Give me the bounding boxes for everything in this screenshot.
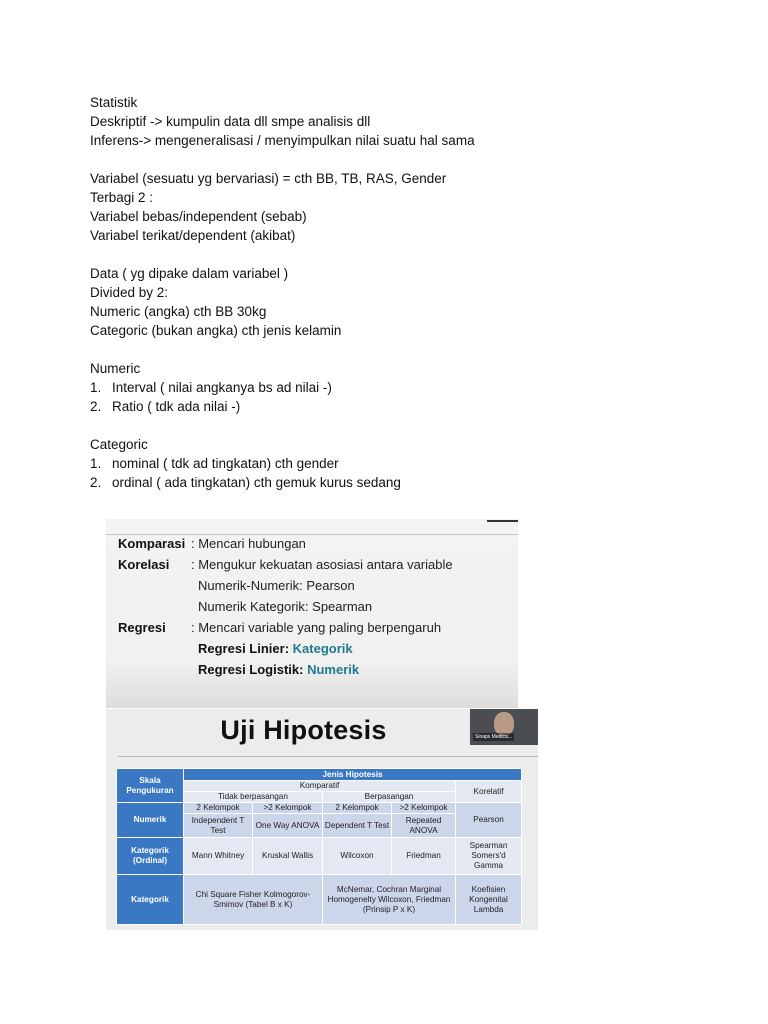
list-number: 2. [90,399,102,414]
korelasi-term: Korelasi [118,557,170,572]
korelatif-header: Korelatif [456,781,522,803]
table-cell: Dependent T Test [323,814,392,838]
korelasi-row [118,557,169,572]
linier-value: Kategorik [292,641,353,656]
slide-top-mark [487,520,518,522]
webcam-caption: Sinaps Medica... [475,734,512,740]
slide-divider [106,534,518,535]
regresi-term: Regresi [118,620,166,635]
notes-text [90,93,475,492]
notes-data: Data ( yg dipake dalam variabel ) [90,266,289,281]
list-item [90,397,475,416]
komparasi-row [118,536,185,551]
table-cell: 2 Kelompok [323,803,392,814]
notes-title: Statistik [90,95,138,110]
table-cell: Independent T Test [184,814,253,838]
list-number: 1. [90,456,102,471]
table-cell: Friedman [392,838,456,875]
list-item [90,378,475,397]
slide-title: Uji Hipotesis [220,715,387,745]
logistik-value: Numerik [307,662,360,677]
notes-terbagi: Terbagi 2 : [90,190,154,205]
table-cell-korelatif: Spearman Somers'd Gamma [456,838,522,875]
title-rule [118,756,538,757]
list-item-text: Interval ( nilai angkanya bs ad nilai -) [112,380,332,395]
notes-var-bebas: Variabel bebas/independent (sebab) [90,209,307,224]
table-cell-korelatif: Pearson [456,803,522,838]
komparasi-text: : Mencari hubungan [191,536,306,551]
row-label-kategorik: Kategorik [117,875,184,925]
table-cell: McNemar, Cochran Marginal Homogenelty Wilcoxon, Friedman (Prinsip P x K) [323,875,456,925]
list-number: 1. [90,380,102,395]
komparasi-term: Komparasi [118,536,186,551]
notes-categoric-def: Categoric (bukan angka) cth jenis kelamin [90,323,342,338]
table-cell: Kruskal Wallis [253,838,323,875]
hypothesis-test-table [116,768,522,925]
list-item-text: Ratio ( tdk ada nilai -) [112,399,241,414]
notes-inferens: Inferens-> mengeneralisasi / menyimpulkan nilai suatu hal sama [90,133,475,148]
slide-screenshot-uji-hipotesis [106,709,538,930]
korelasi-sub2: Numerik Kategorik: Spearman [198,599,373,614]
table-cell: Wilcoxon [323,838,392,875]
table-cell: Chi Square Fisher Kolmogorov-Smimov (Tabel B x K) [184,875,323,925]
list-item [90,473,475,492]
linier-label: Regresi Linier: [198,641,290,656]
table-cell: 2 Kelompok [184,803,253,814]
notes-var-terikat: Variabel terikat/dependent (akibat) [90,228,296,243]
table-cell-korelatif: Koefisien Kongenital Lambda [456,875,522,925]
tidak-berpasangan-header: Tidak berpasangan [184,792,323,803]
list-item [90,454,475,473]
regresi-linier [198,641,353,656]
table-cell: >2 Kelompok [253,803,323,814]
regresi-text: : Mencari variable yang paling berpengaruh [191,620,442,635]
row-label-ordinal: Kategorik (Ordinal) [117,838,184,875]
webcam-thumbnail [470,709,538,745]
notes-numeric-heading: Numeric [90,361,141,376]
logistik-label: Regresi Logistik: [198,662,304,677]
korelasi-sub1: Numerik-Numerik: Pearson [198,578,355,593]
row-label-numerik: Numerik [117,803,184,838]
komparatif-header: Komparatif [184,781,456,792]
notes-divided: Divided by 2: [90,285,169,300]
skala-header: Skala Pengukuran [117,769,184,803]
regresi-row [118,620,166,635]
notes-categoric-heading: Categoric [90,437,148,452]
table-cell: Repeated ANOVA [392,814,456,838]
jenis-header: Jenis Hipotesis [184,769,522,781]
regresi-logistik [198,662,359,677]
table-cell: One Way ANOVA [253,814,323,838]
list-item-text: ordinal ( ada tingkatan) cth gemuk kurus sedang [112,475,401,490]
slide-screenshot-definitions [106,519,518,708]
table-cell: >2 Kelompok [392,803,456,814]
list-item-text: nominal ( tdk ad tingkatan) cth gender [112,456,339,471]
table-cell: Mann Whitney [184,838,253,875]
berpasangan-header: Berpasangan [323,792,456,803]
notes-deskriptif: Deskriptif -> kumpulin data dll smpe analisis dll [90,114,371,129]
notes-variabel: Variabel (sesuatu yg bervariasi) = cth BB, TB, RAS, Gender [90,171,447,186]
list-number: 2. [90,475,102,490]
notes-numeric-def: Numeric (angka) cth BB 30kg [90,304,267,319]
korelasi-text: : Mengukur kekuatan asosiasi antara variable [191,557,453,572]
